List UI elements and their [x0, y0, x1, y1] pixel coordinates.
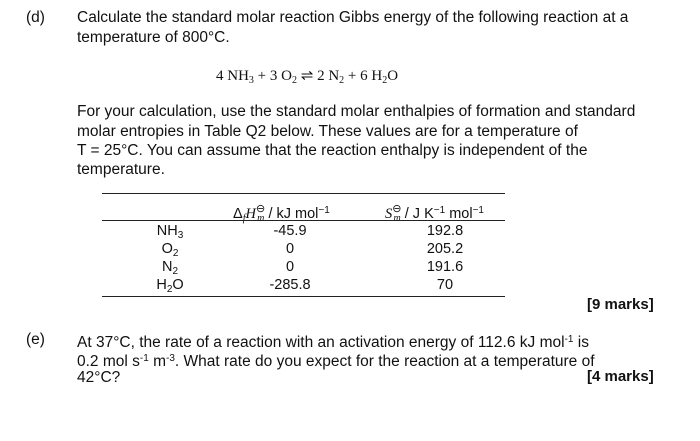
table-cell-s: 205.2: [426, 241, 464, 257]
part-d-line-1: Calculate the standard molar reaction Gibbs energy of the following reaction at a: [77, 9, 629, 26]
part-d-label: (d): [26, 9, 45, 26]
table-cell-dh: -45.9: [273, 223, 307, 239]
table-cell-s: 191.6: [426, 259, 464, 275]
table-cell-s: 192.8: [426, 223, 464, 239]
table-row-species: $H_2O$: [156, 277, 184, 295]
table-cell-dh: 0: [285, 241, 295, 257]
table-header-rule: [102, 220, 505, 221]
table-header-enthalpy: $\Delta_fH^⊖_m$ / kJ mol$^{-1}$: [233, 203, 330, 224]
part-e-label: (e): [26, 331, 45, 348]
table-cell-s: 70: [436, 277, 454, 293]
instruction-line-3: T = 25°C. You can assume that the reaction enthalpy is independent of the: [77, 142, 588, 159]
instruction-line-1: For your calculation, use the standard molar enthalpies of formation and standard: [77, 103, 636, 120]
table-cell-dh: 0: [285, 259, 295, 275]
instruction-line-2: molar entropies in Table Q2 below. These values are for a temperature of: [77, 123, 578, 140]
table-row-species: $N_2$: [161, 259, 179, 277]
part-d-marks: [9 marks]: [587, 296, 654, 313]
table-row-species: $O_2$: [161, 241, 179, 259]
part-e-line-2: 0.2 mol $s^{-1}$ $m^{-3}$. What rate do you expect for the reaction at a temperature of: [77, 353, 595, 370]
table-header-entropy: $S^⊖_m$ / J $K^{-1}$ mol$^{-1}$: [385, 203, 484, 224]
table-row-species: $NH_3$: [156, 223, 184, 241]
instruction-line-4: temperature.: [77, 161, 165, 178]
equilibrium-arrow-icon: ⇌: [300, 68, 314, 84]
part-e-line-3: 42°C?: [77, 369, 121, 386]
part-d-line-2: temperature of 800°C.: [77, 29, 230, 46]
reaction-equation: 4 $NH_3 + 3$ $O_2$ ⇌ 2 $N_2 + 6$ $H_2O$: [216, 68, 399, 86]
table-top-rule: [102, 193, 505, 194]
part-e-marks: [4 marks]: [587, 368, 654, 385]
table-cell-dh: -285.8: [269, 277, 311, 293]
table-bottom-rule: [102, 296, 505, 297]
part-e-line-1: At 37°C, the rate of a reaction with an activation energy of 112.6 kJ mol$^{-1}$ is: [77, 334, 589, 351]
